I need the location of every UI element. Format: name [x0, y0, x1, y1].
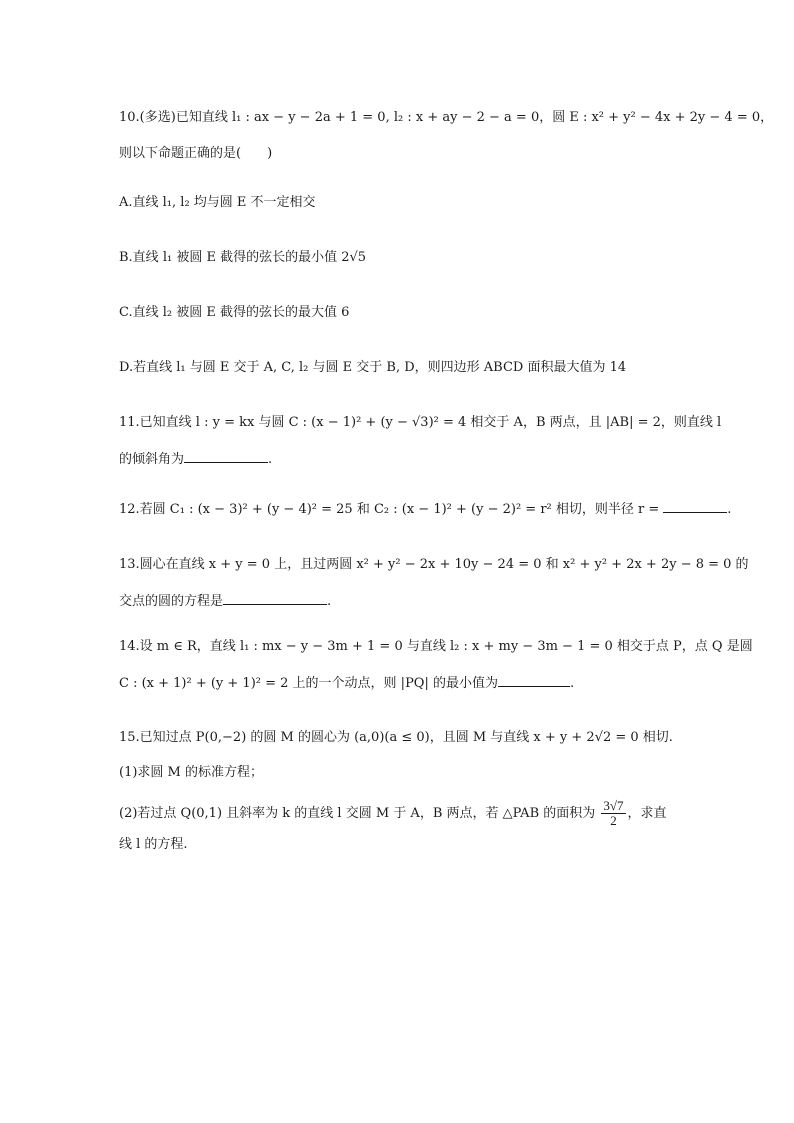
q10-stem-line2: 则以下命题正确的是( ): [119, 146, 273, 161]
end-period: .: [327, 594, 332, 609]
q14-line1: 14.设 m ∈ R，直线 l₁ : mx − y − 3m + 1 = 0 与直线 l₂ : x + my − 3m − 1 = 0 相交于点 P，点 Q 是圆: [119, 639, 753, 654]
q12-text: 12.若圆 C₁ : (x − 3)² + (y − 4)² = 25 和 C₂ : (x − 1)² + (y − 2)² = r² 相切，则半径 r =: [119, 502, 660, 517]
fraction-numerator: 3√7: [603, 798, 624, 813]
q11-line2-text: 的倾斜角为: [119, 452, 185, 467]
q14-line2-text: C : (x + 1)² + (y + 1)² = 2 上的一个动点，则 |PQ| 的最小值为: [119, 676, 498, 691]
q15-line1: 15.已知过点 P(0,−2) 的圆 M 的圆心为 (a,0)(a ≤ 0)，且圆 M 与直线 x + y + 2√2 = 0 相切.: [119, 730, 673, 745]
q12-line1: [119, 500, 731, 519]
answer-blank: [184, 450, 268, 463]
q15-part2-line2: 线 l 的方程.: [119, 837, 188, 852]
end-period: .: [727, 502, 732, 517]
q10-stem-line1: 10.(多选)已知直线 l₁ : ax − y − 2a + 1 = 0, l₂ : x + ay − 2 − a = 0，圆 E : x² + y² − 4x + 2y − 4 = 0，: [119, 110, 774, 125]
answer-blank: [223, 592, 327, 605]
q15-part2-text: (2)若过点 Q(0,1) 且斜率为 k 的直线 l 交圆 M 于 A，B 两点，若 △PAB 的面积为: [119, 806, 596, 821]
q13-line2: [119, 592, 331, 611]
answer-blank: [498, 674, 570, 687]
q10-option-b: B.直线 l₁ 被圆 E 截得的弦长的最小值 2√5: [119, 250, 367, 265]
q13-line1: 13.圆心在直线 x + y = 0 上，且过两圆 x² + y² − 2x + 10y − 24 = 0 和 x² + y² + 2x + 2y − 8 = 0 的: [119, 557, 749, 572]
end-period: .: [268, 452, 273, 467]
area-fraction: [601, 799, 625, 828]
q10-option-a: A.直线 l₁, l₂ 均与圆 E 不一定相交: [119, 195, 316, 210]
fraction-denominator: 2: [610, 813, 617, 828]
q15-part1: (1)求圆 M 的标准方程；: [119, 765, 263, 780]
q11-line1: 11.已知直线 l : y = kx 与圆 C : (x − 1)² + (y − √3)² = 4 相交于 A，B 两点，且 |AB| = 2，则直线 l: [119, 415, 722, 430]
q15-part2-tail: ，求直: [627, 806, 667, 821]
q10-option-d: D.若直线 l₁ 与圆 E 交于 A, C, l₂ 与圆 E 交于 B, D，则四边形 ABCD 面积最大值为 14: [119, 360, 627, 375]
q13-line2-text: 交点的圆的方程是: [119, 594, 224, 609]
q11-line2: [119, 450, 272, 469]
answer-blank: [663, 500, 727, 513]
q10-option-c: C.直线 l₂ 被圆 E 截得的弦长的最大值 6: [119, 305, 350, 320]
q15-part2: [119, 794, 667, 834]
q14-line2: [119, 674, 574, 693]
end-period: .: [569, 676, 575, 691]
